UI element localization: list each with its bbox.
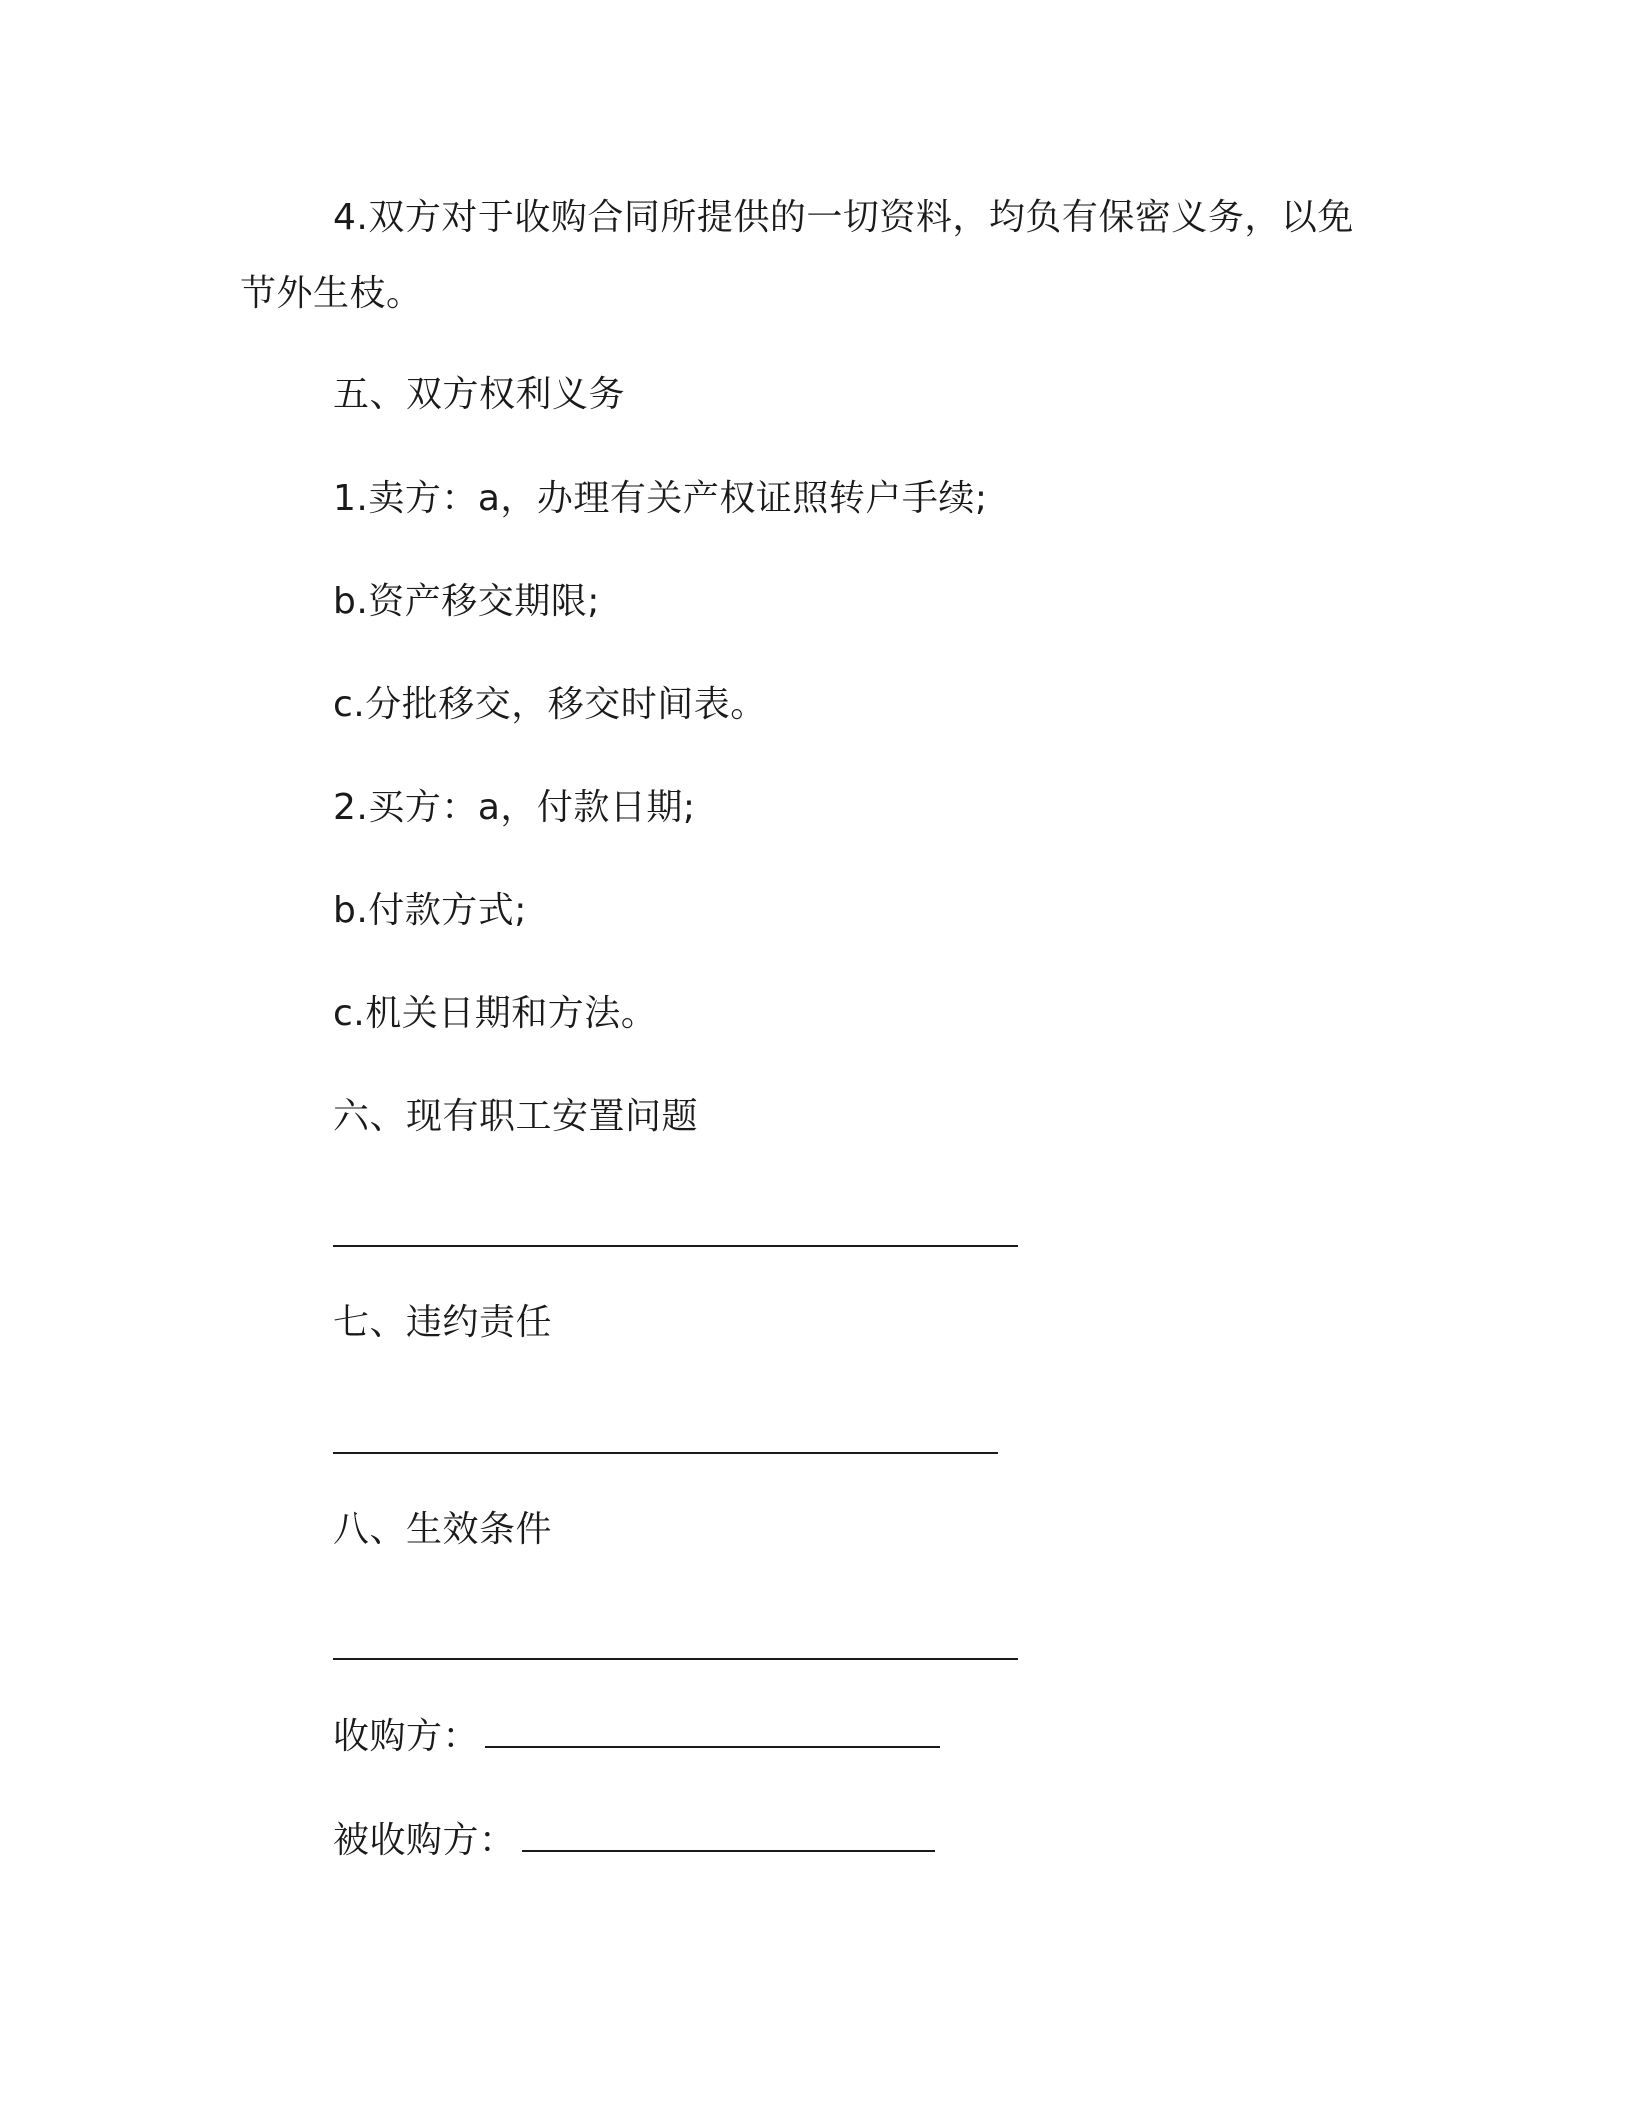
seller-item-b: b.资产移交期限;	[333, 581, 600, 622]
section-7-heading: 七、违约责任	[333, 1302, 553, 1343]
section-6-blank-line	[333, 1245, 1018, 1247]
seller-item-c: c.分批移交，移交时间表。	[333, 684, 767, 725]
buyer-item-a: 2.买方：a，付款日期;	[333, 787, 696, 828]
paragraph-4-line-1: 4.双方对于收购合同所提供的一切资料，均负有保密义务，以免	[333, 197, 1354, 238]
acquirer-signature-blank	[485, 1716, 940, 1748]
section-5-heading: 五、双方权利义务	[333, 374, 626, 415]
seller-item-a: 1.卖方：a，办理有关产权证照转户手续;	[333, 478, 988, 519]
buyer-item-b: b.付款方式;	[333, 890, 527, 931]
section-8-blank-line	[333, 1658, 1018, 1660]
paragraph-4-line-2: 节外生枝。	[240, 273, 423, 314]
buyer-item-c: c.机关日期和方法。	[333, 993, 658, 1034]
acquirer-label: 收购方：	[333, 1716, 480, 1757]
acquiree-label: 被收购方：	[333, 1820, 516, 1861]
section-8-heading: 八、生效条件	[333, 1509, 553, 1550]
acquiree-signature-line	[333, 1819, 935, 1863]
section-6-heading: 六、现有职工安置问题	[333, 1096, 699, 1137]
acquiree-signature-blank	[522, 1820, 935, 1852]
section-7-blank-line	[333, 1452, 998, 1454]
acquirer-signature-line	[333, 1715, 940, 1759]
